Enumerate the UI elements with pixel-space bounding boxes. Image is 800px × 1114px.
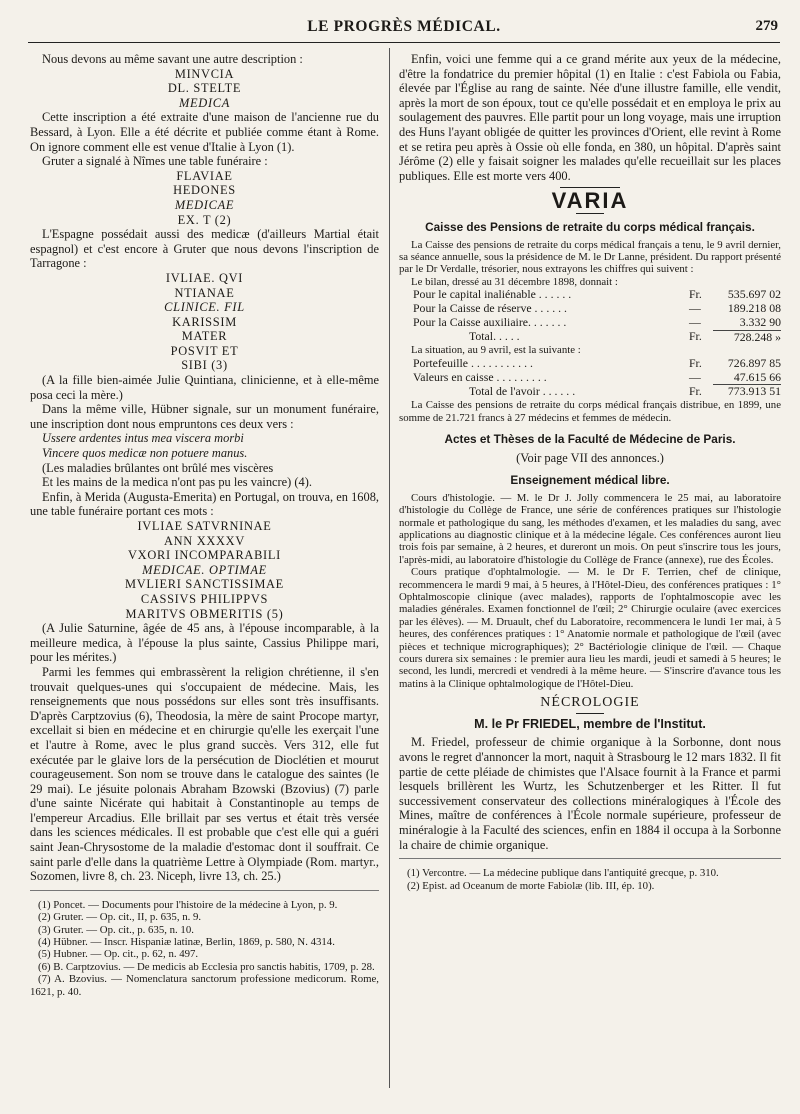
row-label: Pour le capital inaliénable . . . . . .: [413, 287, 572, 302]
paragraph: M. Friedel, professeur de chimie organique à la Sorbonne, dont nous avons le regret d'annoncer la mort, naquit à Strasbourg le 12 mars 1832. Il fit partie de cette pléiade de chimistes que l'Alsace fournit à la France et parmi lesquels brillèrent les Wurtz, les Schutzenberger et les Ritter. Il fut successivement conservateur des collections minéralogiques à l'École des Mines, maître de conférences à l'École normale supérieure, professeur de minéralogie à la Faculté des sciences, enfin en 1884 il occupa à la Sorbonne la chaire de chimie organique.: [399, 735, 781, 852]
row-amount: 773.913 51: [713, 385, 781, 399]
footnote: (6) B. Carptzovius. — De medicis ab Ecclesia pro sanctis habitis, 1709, p. 28.: [38, 960, 375, 973]
row-currency: Fr.: [689, 384, 702, 399]
paragraph: La Caisse des pensions de retraite du corps médical français a tenu, le 9 avril dernier, sa séance annuelle, sous la présidence de M. le Dr Lanne, président. Du rapport présenté par le Dr Verdalle, trésorier, nous extrayons les chiffres qui suivent :: [399, 238, 781, 276]
row-amount: 728.248 »: [713, 330, 781, 344]
journal-title: LE PROGRÈS MÉDICAL.: [307, 18, 501, 35]
inscription-line: MEDICAE. OPTIMAE: [142, 562, 267, 577]
verse-line: Ussere ardentes intus mea viscera morbi: [42, 431, 244, 446]
paragraph: Nous devons au même savant une autre description :: [42, 52, 303, 66]
verse-line: Vincere quos medicæ non potuere manus.: [42, 446, 248, 461]
footnote: (4) Hübner. — Inscr. Hispaniæ latinæ, Berlin, 1869, p. 580, N. 4314.: [38, 936, 335, 949]
inscription-line: KARISSIM: [172, 314, 237, 329]
row-currency: —: [689, 300, 701, 315]
footnotes-right: [399, 858, 781, 892]
inscription-line: ANN XXXXV: [164, 533, 245, 548]
table-row: [399, 316, 781, 330]
row-amount: 535.697 02: [727, 287, 781, 302]
inscription-line: NTIANAE: [174, 285, 235, 300]
row-amount: 189.218 08: [727, 300, 781, 315]
total-row: [399, 385, 781, 399]
paragraph: Gruter a signalé à Nîmes une table funéraire :: [42, 154, 268, 169]
verse-line: (Les maladies brûlantes ont brûlé mes viscères: [42, 460, 274, 475]
footnote: (2) Gruter. — Op. cit., II, p. 635, n. 9.: [38, 911, 202, 924]
inscription-flavia: [30, 169, 379, 227]
actes-subheading: (Voir page VII des annonces.): [516, 450, 664, 465]
row-currency: —: [689, 315, 701, 329]
inscription-line: MARITVS OBMERITIS (5): [125, 606, 284, 621]
paragraph: Cette inscription a été extraite d'une maison de l'ancienne rue du Bessard, à Lyon. Elle a été décrite et publiée comme étant à Rome. On ignore comment elle est venue d'Italie à Lyon (1).: [30, 110, 379, 154]
necrologie-heading: NÉCROLOGIE: [540, 695, 640, 711]
row-amount: 47.615 66: [733, 369, 781, 384]
inscription-minucia: [30, 67, 379, 111]
row-currency: Fr.: [689, 287, 702, 302]
footnote: (7) A. Bzovius. — Nomenclatura sanctorum professione medicorum. Rome, 1621, p. 40.: [30, 973, 379, 998]
footnotes-left: [30, 890, 379, 998]
right-column: [399, 52, 781, 892]
necrologie-subheading: M. le Pr FRIEDEL, membre de l'Institut.: [474, 716, 706, 731]
row-label: Pour la Caisse auxiliaire. . . . . . .: [413, 315, 567, 329]
inscription-line: MVLIERI SANCTISSIMAE: [125, 577, 284, 592]
paragraph: (A Julie Saturnine, âgée de 45 ans, à l'épouse incomparable, à la meilleure medica, à l'épouse la plus sainte, Cassius Philippe mari, pour les mérites.): [30, 621, 379, 665]
paragraph: La situation, au 9 avril, est la suivante :: [411, 344, 581, 357]
paragraph: L'Espagne possédait aussi des medicæ (d'ailleurs Martial était espagnol) et c'est encore à Gruter que nous devons l'inscription de Tarragone :: [30, 227, 379, 271]
footnote: (1) Poncet. — Documents pour l'histoire de la médecine à Lyon, p. 9.: [38, 898, 338, 911]
table-row: [399, 357, 781, 371]
paragraph: Le bilan, dressé au 31 décembre 1898, donnait :: [411, 275, 618, 288]
header-rule: [28, 42, 780, 43]
footnote: (5) Hubner. — Op. cit., p. 62, n. 497.: [38, 948, 199, 961]
table-row: [399, 288, 781, 302]
section-heading-varia: VARIA: [551, 188, 629, 214]
inscription-line: MEDICA: [179, 95, 230, 110]
paragraph: Parmi les femmes qui embrassèrent la religion chrétienne, il s'en trouvait quelques-unes qui s'occupaient de médecine. Mais, les renseignements que nous possédons sur elles sont très insuffisants. D'après Carptzovius (6), Theodosia, la mère de saint Procope martyr, excellait si bien en médecine et en chirurgie qu'elle les exerçait l'une et l'autre à Rome, avec le plus grand succès. Vers 312, elle fut exécutée par le glaive lors de la persécution de Dioclétien et mourut courageusement. Son nom se trouve dans le catalogue des saintes (le 29 mai). Le jésuite polonais Abraham Bzowski (Bzovius) (7) parle d'une sainte Nicérate qui habitait à Constantinople au temps de l'empereur Arcadius. Elle brillait par ses vertus et était très versée dans les sciences médicales. Il est probable que c'est elle qui a guéri saint Jean-Chrysostome de la maladie d'estomac dont il souffrait. Ce saint parle d'elle dans la quatrième Lettre à Olympiade (Rom. martyr., Sozomen, livre 8, ch. 23. Niceph, livre 13, ch. 25.): [30, 664, 379, 884]
row-label: Total. . . . .: [469, 329, 520, 344]
balance-table: [399, 288, 781, 344]
inscription-line: EX. T (2): [177, 212, 232, 227]
row-currency: Fr.: [689, 355, 702, 370]
paragraph: (A la fille bien-aimée Julie Quintiana, clinicienne, et à elle-même posa ceci la mère.): [30, 373, 379, 402]
enseignement-heading: Enseignement médical libre.: [510, 473, 670, 488]
page-header: [28, 18, 780, 40]
inscription-line: HEDONES: [173, 183, 236, 198]
row-label: Valeurs en caisse . . . . . . . . .: [413, 369, 547, 384]
left-column: [30, 52, 379, 998]
inscription-line: MATER: [181, 329, 228, 344]
row-currency: Fr.: [689, 329, 702, 344]
row-label: Total de l'avoir . . . . . .: [469, 384, 576, 399]
caisse-heading: Caisse des Pensions de retraite du corps médical français.: [425, 219, 755, 234]
inscription-julia-saturnina: [30, 519, 379, 621]
inscription-line: FLAVIAE: [176, 168, 233, 183]
row-label: Portefeuille . . . . . . . . . . .: [413, 355, 533, 370]
inscription-line: IVLIAE SATVRNINAE: [137, 519, 272, 533]
inscription-line: DL. STELTE: [167, 81, 242, 96]
verse-line: Et les mains de la medica n'ont pas pu les vaincre) (4).: [42, 475, 312, 490]
actes-heading: Actes et Thèses de la Faculté de Médecine de Paris.: [444, 431, 736, 446]
paragraph: Cours pratique d'ophtalmologie. — M. le Dr F. Terrien, chef de clinique, recommencera le mardi 9 mai, à 5 heures, à l'Hôtel-Dieu, des conférences pratiques : 1° Ophtalmoscopie clinique (avec malades), rapports de l'ophtalmoscopie avec les maladies générales. Examen fonctionnel de l'œil; 2° Chirurgie oculaire (avec exercices par les élèves). — M. Druault, chef du Laboratoire, recommencera le lundi 1er mai, à 5 heures, des conférences pratiques : 1° Anatomie normale et pathologique de l'œil (avec pièces et technique micrographiques); 2° Bactériologie clinique de l'œil. — Chaque cours durera six semaines : le premier aura lieu les mardi, jeudi et samedi à 5 heures; le second, les lundi, mercredi et vendredi à la même heure. — S'inscrire d'avance tous les matins à la Clinique ophtalmologique de l'Hôtel-Dieu.: [399, 566, 781, 690]
page-number: 279: [755, 18, 778, 34]
inscription-line: SIBI (3): [181, 358, 228, 373]
row-currency: —: [689, 369, 701, 384]
row-amount: 726.897 85: [727, 355, 781, 370]
inscription-line: MINVCIA: [174, 66, 235, 81]
inscription-line: VXORI INCOMPARABILI: [128, 548, 281, 563]
paragraph: Enfin, voici une femme qui a ce grand mérite aux yeux de la médecine, d'être la fondatrice du premier hôpital (1) en Italie : c'est Fabiola ou Fabia, élevée par l'Église au rang de sainte. Née d'une illustre famille, elle vendit, après la mort de son époux, tout ce qu'elle possédait et en employa le prix au soulagement des pauvres. Elle partit pour un long voyage, mais une irruption des Huns l'ayant obligée de quitter les provinces d'Orient, elle revint à Rome et se retira peu après à Ossie où elle fonda, en 380, un hôpital. D'après saint Jérôme (2) elle y faisait soigner les malades qu'elle recueillait sur les places publiques. Elle est morte vers 400.: [399, 52, 781, 183]
verse-block: [30, 431, 379, 489]
inscription-line: IVLIAE. QVI: [165, 270, 244, 285]
total-row: [399, 330, 781, 344]
footnote: (2) Epist. ad Oceanum de morte Fabiolæ (lib. III, ép. 10).: [407, 879, 655, 892]
column-divider: [389, 48, 390, 1088]
inscription-line: POSVIT ET: [170, 343, 239, 358]
paragraph: Enfin, à Merida (Augusta-Emerita) en Portugal, on trouva, en 1608, une table funéraire portant ces mots :: [30, 489, 379, 519]
situation-table: [399, 357, 781, 399]
row-amount: 3.332 90: [739, 314, 781, 329]
inscription-line: CLINICE. FIL: [164, 300, 245, 315]
footnote: (1) Vercontre. — La médecine publique dans l'antiquité grecque, p. 310.: [407, 867, 719, 880]
inscription-line: CASSIVS PHILIPPVS: [140, 591, 269, 606]
paragraph: La Caisse des pensions de retraite du corps médical français distribue, en 1899, une somme de 21.721 francs à 27 médecins et femmes de médecin.: [399, 399, 781, 424]
short-rule: [576, 713, 604, 714]
paragraph: Cours d'histologie. — M. le Dr J. Jolly commencera le 25 mai, au laboratoire d'histologie du Collège de France, une série de conférences pratiques sur l'histologie normale et pathologique du sang, les méthodes d'examen, et les maladies du sang, avec applications au diagnostic clinique et à la médecine légale. Ces conférences auront lieu trois fois par semaine, à 2 heures, et dureront un mois. On peut s'inscrire tous les jours, l'après-midi, au laboratoire d'histologie du Collège de France (annexe), rue des Écoles.: [399, 491, 781, 566]
footnote: (3) Gruter. — Op. cit., p. 635, n. 10.: [38, 923, 194, 936]
row-label: Pour la Caisse de réserve . . . . . .: [413, 300, 567, 315]
inscription-julia-quintiana: [30, 271, 379, 373]
table-row: [399, 302, 781, 316]
inscription-line: MEDICAE: [174, 197, 235, 212]
paragraph: Dans la même ville, Hübner signale, sur un monument funéraire, une inscription dont nous empruntons ces deux vers :: [30, 402, 379, 431]
short-rule: [576, 213, 604, 214]
table-row: [399, 371, 781, 385]
